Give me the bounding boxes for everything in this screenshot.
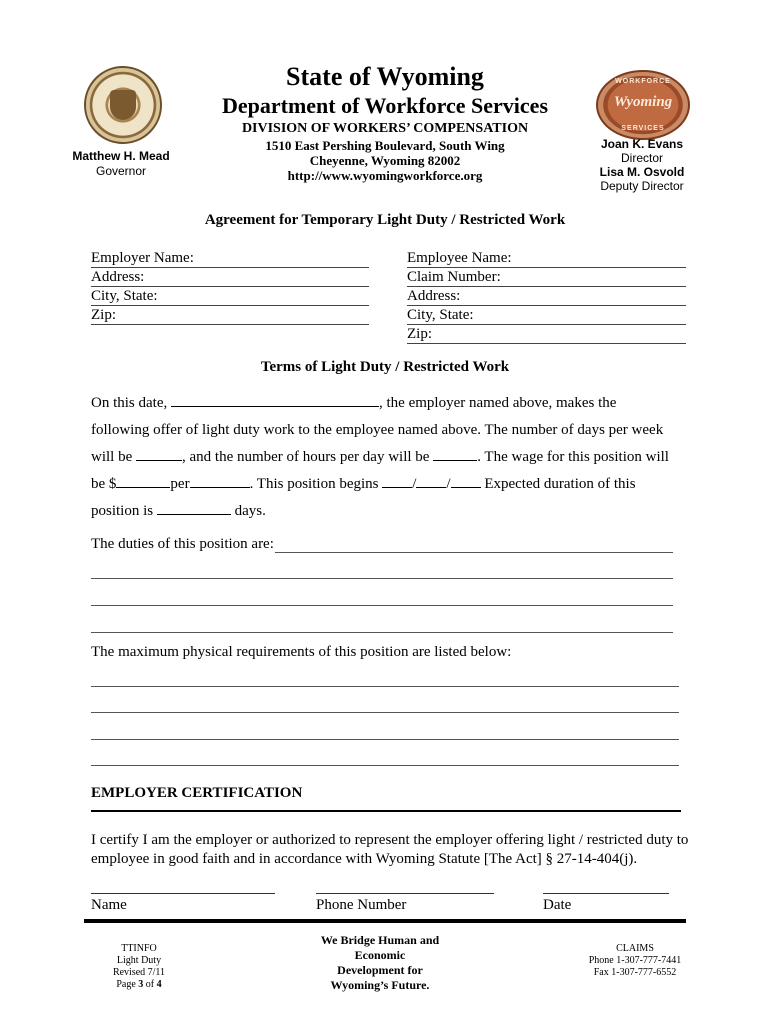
header-department: Department of Workforce Services [221,93,549,118]
date-label: Date [543,897,572,913]
hours-per-day-blank[interactable] [433,447,477,461]
deputy-name: Lisa M. Osvold [599,165,685,179]
start-day-blank[interactable] [416,474,446,488]
terms-title: Terms of Light Duty / Restricted Work [260,359,510,375]
duration-blank[interactable] [157,501,231,515]
employee-fields [407,249,686,344]
terms-text: . The wage for this position will [477,449,669,465]
footer-form-info [94,943,184,991]
duties-line[interactable] [91,605,673,606]
physical-requirements-label: The maximum physical requirements of this position are listed below: [91,644,512,660]
terms-text: days. [230,503,266,519]
duties-line[interactable] [91,632,673,633]
logo-top-text: WORKFORCE [615,78,671,85]
address-line1: 1510 East Pershing Boulevard, South Wing [265,138,505,153]
address-line2: Cheyenne, Wyoming 82002 [309,153,461,168]
certification-text: I certify I am the employer or authorized to represent the employer offering light / restricted duty to employee in good faith and in accordance with Wyoming Statute [The Act] § 27-14-404(j). [91,832,689,867]
governor-title: Governor [95,164,147,178]
physical-line[interactable] [91,686,679,687]
divider [91,810,681,812]
start-year-blank[interactable] [451,474,481,488]
start-month-blank[interactable] [382,474,412,488]
terms-text: will be [91,449,136,465]
header-state: State of Wyoming [286,62,484,91]
form-revision: Revised 7/11 [112,967,166,978]
employer-name-field[interactable]: Employer Name: [91,249,369,268]
date-signature-line[interactable] [543,893,669,894]
director-title: Director [620,151,663,165]
logo-mid-text: Wyoming [613,94,673,110]
terms-text: be $ [91,476,117,492]
employer-fields [91,249,369,325]
days-per-week-blank[interactable] [136,447,182,461]
slogan-line: Wyoming’s Future. [330,978,430,992]
form-name: Light Duty [116,955,162,966]
employer-address-field[interactable]: Address: [91,268,369,287]
terms-text: / [446,476,451,492]
employee-city-state-field[interactable]: City, State: [407,306,686,325]
governor-name: Matthew H. Mead [72,149,170,163]
footer-divider [84,919,686,923]
terms-text: . This position begins [249,476,383,492]
terms-paragraph [91,390,691,525]
terms-text: , the employer named above, makes the [379,395,617,411]
employer-certification-heading: EMPLOYER CERTIFICATION [91,785,303,801]
website-link[interactable]: http://www.wyomingworkforce.org [287,168,483,183]
form-title: Agreement for Temporary Light Duty / Restricted Work [204,212,566,228]
physical-line[interactable] [91,739,679,740]
employee-zip-field[interactable]: Zip: [407,325,686,344]
footer-slogan [305,933,455,993]
director-name: Joan K. Evans [600,137,684,151]
slogan-line: Economic [354,948,406,962]
deputy-title: Deputy Director [600,179,684,193]
phone-signature-line[interactable] [316,893,494,894]
slogan-line: Development for [337,963,423,977]
footer-contact [570,943,700,979]
terms-text: position is [91,503,157,519]
duties-label: The duties of this position are: [91,536,274,552]
phone-number-label: Phone Number [316,897,407,913]
employer-zip-field[interactable]: Zip: [91,306,369,325]
terms-text: On this date, [91,395,171,411]
terms-text: following offer of light duty work to the employee named above. The number of days per week [91,422,664,438]
terms-text: / [412,476,417,492]
wage-period-blank[interactable] [190,474,250,488]
duties-line[interactable] [275,552,673,553]
employee-name-field[interactable]: Employee Name: [407,249,686,268]
terms-text: Expected duration of this [480,476,636,492]
terms-text: , and the number of hours per day will be [182,449,434,465]
form-code: TTINFO [121,943,157,954]
claims-phone: Phone 1-307-777-7441 [588,955,682,966]
physical-line[interactable] [91,765,679,766]
date-blank[interactable] [171,393,379,407]
name-label: Name [91,897,127,913]
employee-address-field[interactable]: Address: [407,287,686,306]
slogan-line: We Bridge Human and [320,933,440,947]
employer-city-state-field[interactable]: City, State: [91,287,369,306]
header-division: DIVISION OF WORKERS’ COMPENSATION [241,121,529,136]
terms-text: per [170,476,190,492]
wage-blank[interactable] [116,474,170,488]
claims-fax: Fax 1-307-777-6552 [593,967,677,978]
page-indicator: Page 3 of 4 [116,979,162,990]
governor-block [58,149,184,179]
duties-line[interactable] [91,578,673,579]
logo-bottom-text: SERVICES [621,125,665,132]
claims-label: CLAIMS [616,943,654,954]
claim-number-field[interactable]: Claim Number: [407,268,686,287]
director-block [572,137,712,193]
name-signature-line[interactable] [91,893,275,894]
physical-line[interactable] [91,712,679,713]
